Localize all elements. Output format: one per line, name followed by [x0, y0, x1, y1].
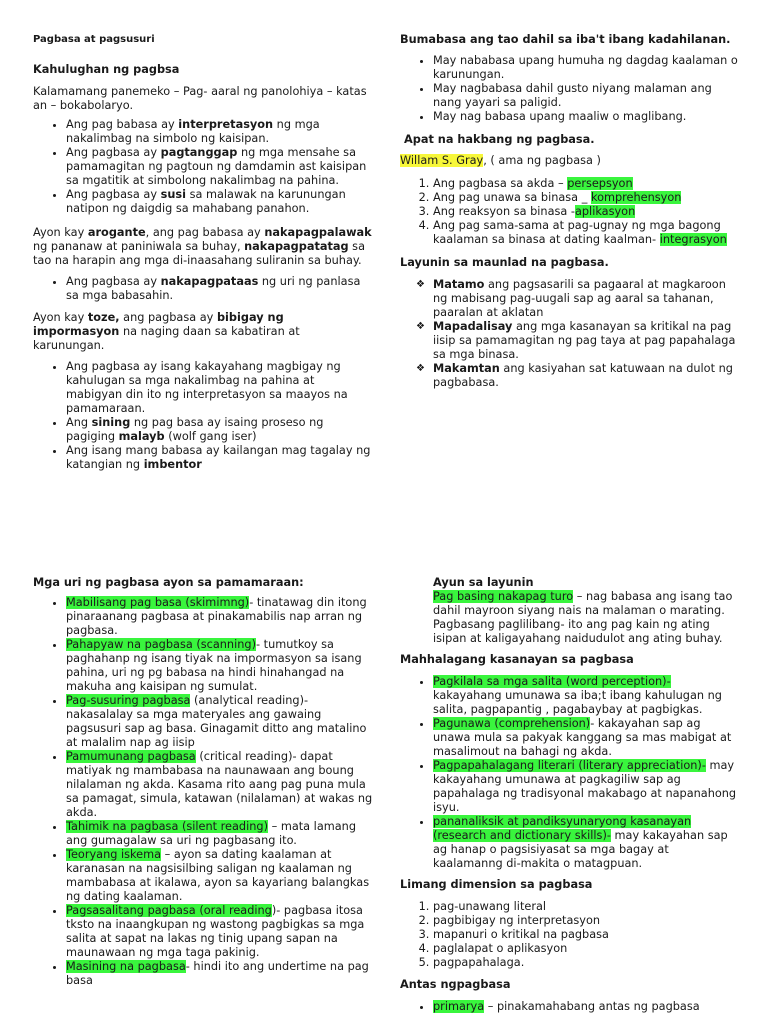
list-item: 5. pagpapahalaga. — [433, 956, 740, 970]
definition-list — [33, 118, 373, 216]
heading-limang: Limang dimension sa pagbasa — [400, 878, 593, 891]
list-item: ❖ Mapadalisay ang mga kasanayan sa kritikal na pag iisip sa pamamagitan ng pag taya at pag papahalaga sa mga binasa. — [433, 320, 740, 362]
list-item: • Pag-susuring pagbasa (analytical reading)- nakasalalay sa mga materyales ang gawaing pagsusuri sap ag basa. Ginagamit ditto ang matalino at malalim nap ag iisip — [66, 694, 373, 750]
list-item: 1. Ang pagbasa sa akda – persepsyon — [433, 177, 740, 191]
list-item: 2. pagbibigay ng interpretasyon — [433, 914, 740, 928]
list-item: • Pagpapahalagang literari (literary appreciation)- may kakayahang umunawa at pagkagiliw sap ag papahalaga ng tradisyonal makabago at napanahong isyu. — [433, 759, 740, 815]
skills-list — [400, 675, 740, 871]
steps-list — [400, 177, 740, 247]
list-item: • Ang pagbasa ay susi sa malawak na karunungan natipon ng daigdig sa mahabang panahon. — [66, 188, 373, 216]
list-item: • Pagunawa (comprehension)- kakayahan sap ag unawa mula sa pakyak kanggang sa mas mabigat at masalimout na bahagi ng akda. — [433, 717, 740, 759]
heading-bumabasa: Bumabasa ang tao dahil sa iba't ibang kadahilanan. — [400, 33, 731, 46]
levels-list — [400, 1000, 740, 1014]
column-bottom-left — [33, 576, 373, 988]
list-item: • Pamumunang pagbasa (critical reading)- dapat matiyak ng mambabasa na naunawaan ang boung nilalaman ng akda. Kasama rito aang pag puna mula sa pamagat, simula, katawan (nilalaman) at wakas ng akda. — [66, 750, 373, 820]
list-item: • Ang isang mang babasa ay kailangan mag tagalay ng katangian ng imbentor — [66, 444, 373, 472]
column-top-right — [400, 33, 740, 390]
list-item: 4. paglalapat o aplikasyon — [433, 942, 740, 956]
list-item: • Pagkilala sa mga salita (word perception)- kakayahang umunawa sa iba;t ibang kahulugan ng salita, pagpapantig , pagabaybay at pagbigkas. — [433, 675, 740, 717]
column-top-left — [33, 33, 373, 472]
list-item: • pananaliksik at pandiksyunaryong kasanayan (research and dictionary skills)- may kakayahan sap ag hanap o pagsisiyasat sa mga bagay at kaalamanng di-makita o matagpuan. — [433, 815, 740, 871]
reading-types-list — [33, 596, 373, 988]
definition-paragraph: Kalamamang panemeko – Pag- aaral ng panolohiya – katas an – bokabolaryo. — [33, 85, 367, 112]
list-item: 4. Ang pag sama-sama at pag-ugnay ng mga bagong kaalaman sa binasa at dating kaalman- integrasyon — [433, 219, 740, 247]
toze-list — [33, 360, 373, 472]
list-item: 3. mapanuri o kritikal na pagbasa — [433, 928, 740, 942]
list-item: • Ang sining ng pag basa ay isaing proseso ng pagiging malayb (wolf gang iser) — [66, 416, 373, 444]
list-item: • Teoryang iskema – ayon sa dating kaalaman at karanasan na nagsisilbing saligan ng kaalaman ng mambabasa at ikalawa, ayon sa kayariang balangkas ng dating kaalaman. — [66, 848, 373, 904]
list-item: • Ang pagbasa ay nakapagpataas ng uri ng panlasa sa mga babasahin. — [66, 275, 373, 303]
list-item: 2. Ang pag unawa sa binasa _ komprehensyon — [433, 191, 740, 205]
list-item: • Pahapyaw na pagbasa (scanning)- tumutkoy sa paghahanp ng isang tiyak na impormasyon sa isang pahina, uri ng pg babasa na hindi hinahangad na makuha ang kaisipan ng sumulat. — [66, 638, 373, 694]
list-item: • primarya – pinakamahabang antas ng pagbasa — [433, 1000, 740, 1014]
heading-layunin: Layunin sa maunlad na pagbasa. — [400, 256, 609, 269]
list-item: ❖ Makamtan ang kasiyahan sat katuwaan na dulot ng pagbabasa. — [433, 362, 740, 390]
list-item: • Mabilisang pag basa (skimimng)- tinatawag din itong pinaraanang pagbasa at pinakamabilis nap arran ng pagbasa. — [66, 596, 373, 638]
goals-list — [400, 278, 740, 390]
list-item: ❖ Matamo ang pagsasarili sa pagaaral at magkaroon ng mabisang pag-uugali sap ag aaral sa tahanan, paaralan at aklatan — [433, 278, 740, 320]
list-item: • Masining na pagbasa- hindi ito ang undertime na pag basa — [66, 960, 373, 988]
column-bottom-right — [400, 576, 740, 1014]
list-item: 3. Ang reaksyon sa binasa -aplikasyon — [433, 205, 740, 219]
list-item: • May nababasa upang humuha ng dagdag kaalaman o karunungan. — [433, 54, 740, 82]
arogante-list — [33, 275, 373, 303]
paglilibang-paragraph: Pagbasang paglilibang- ito ang pag kain ng ating isipan at kaligayahang naidudulot ang ating buhay. — [433, 618, 723, 645]
gray-name-highlight: Willam S. Gray — [400, 154, 484, 167]
heading-mahalagang: Mahhalagang kasanayan sa pagbasa — [400, 653, 634, 666]
reasons-list — [400, 54, 740, 124]
list-item: • Pagsasalitang pagbasa (oral reading)- pagbasa itosa tksto na inaangkupan ng wastong pagbigkas sa mga salita at sapat na lakas ng tinig upang sapan na maunawaan ng mga taga pakinig. — [66, 904, 373, 960]
pag-basing-paragraph: Pag basing nakapag turo – nag babasa ang isang tao dahil mayroon siyang nais na malaman o marating. — [433, 590, 733, 617]
toze-paragraph: Ayon kay toze, ang pagbasa ay bibigay ng impormasyon na naging daan sa kabatiran at karunungan. — [33, 311, 300, 352]
list-item: • Tahimik na pagbasa (silent reading) – mata lamang ang gumagalaw sa uri ng pagbasang ito. — [66, 820, 373, 848]
heading-antas: Antas ngpagbasa — [400, 978, 511, 991]
heading-uri: Mga uri ng pagbasa ayon sa pamamaraan: — [33, 576, 304, 589]
heading-ayun: Ayun sa layunin — [433, 576, 534, 589]
list-item: • May nagbabasa dahil gusto niyang malaman ang nang yayari sa paligid. — [433, 82, 740, 110]
list-item: 1. pag-unawang literal — [433, 900, 740, 914]
list-item: • Ang pagbasa ay pagtanggap ng mga mensahe sa pamamagitan ng pagtoun ng damdamin ast kaisipan sa mgatitik at simbolong nakalimbag na pahina. — [66, 146, 373, 188]
list-item: • Ang pag babasa ay interpretasyon ng mga nakalimbag na simbolo ng kaisipan. — [66, 118, 373, 146]
heading-kahulugan: Kahulughan ng pagbsa — [33, 63, 180, 76]
heading-hakbang: Apat na hakbang ng pagbasa. — [404, 133, 595, 146]
document-title: Pagbasa at pagsusuri — [33, 34, 155, 45]
list-item: • Ang pagbasa ay isang kakayahang magbigay ng kahulugan sa mga nakalimbag na pahina at mabigyan din ito ng interpretasyon sa maayos na pamamaraan. — [66, 360, 373, 416]
gray-line: Willam S. Gray, ( ama ng pagbasa ) — [400, 154, 601, 167]
arogante-paragraph: Ayon kay arogante, ang pag babasa ay nakapagpalawak ng pananaw at paniniwala sa buhay, nakapagpatatag sa tao na harapin ang mga di-inaasahang suliranin sa buhay. — [33, 226, 372, 267]
list-item: • May nag babasa upang maaliw o maglibang. — [433, 110, 740, 124]
dimensions-list — [400, 900, 740, 970]
